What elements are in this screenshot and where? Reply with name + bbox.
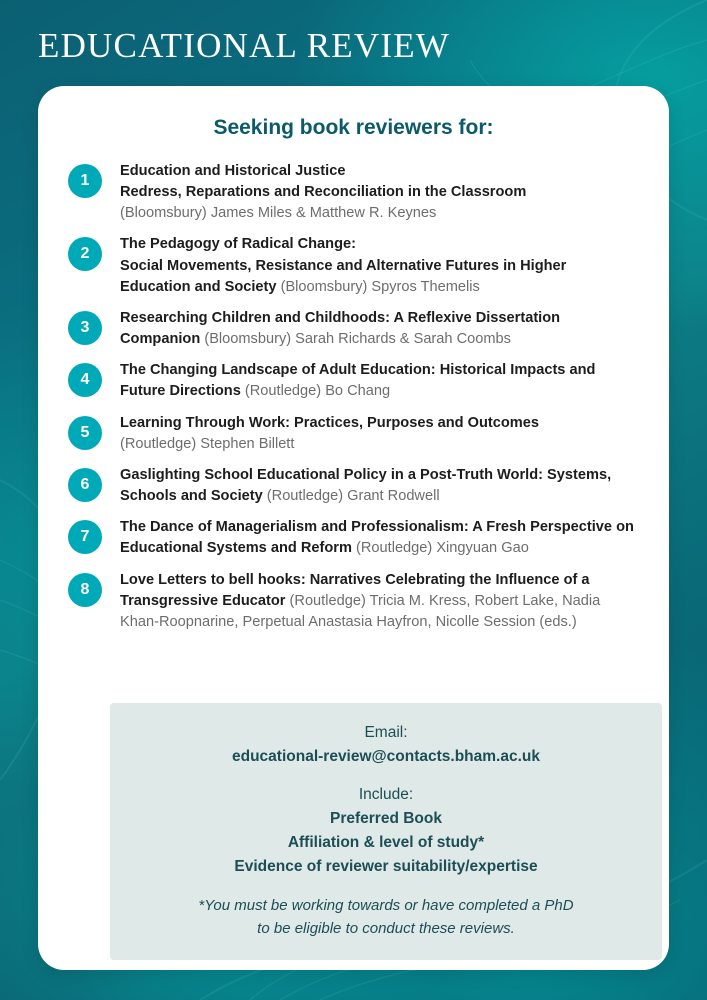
book-title: The Dance of Managerialism and Professionalism: A Fresh Perspective on Educational Systems and Reform [120, 519, 634, 557]
list-item [38, 307, 669, 350]
list-item [38, 464, 669, 507]
include-item-affiliation: Affiliation & level of study* [287, 834, 485, 852]
content-card [38, 86, 669, 970]
book-title: Love Letters to bell hooks: Narratives Celebrating the Influence of a Transgressive Educator [120, 571, 590, 609]
contact-box [110, 703, 662, 960]
book-publisher: (Routledge) Tricia M. Kress, Robert Lake, Nadia Khan-Roopnarine, Perpetual Anastasia Hayfron, Nicolle Session (eds.) [120, 592, 601, 630]
book-publisher: (Bloomsbury) Sarah Richards & Sarah Coombs [204, 331, 511, 348]
include-item-evidence: Evidence of reviewer suitability/expertise [234, 858, 538, 876]
list-item [38, 412, 669, 455]
book-publisher: (Routledge) Stephen Billett [120, 435, 295, 452]
item-text [120, 307, 640, 350]
list-item [38, 160, 669, 224]
list-item [38, 233, 669, 297]
phd-note-line-1: *You must be working towards or have completed a PhD [198, 897, 574, 915]
item-text [120, 160, 526, 224]
book-subtitle: Social Movements, Resistance and Alternative Futures in Higher Education and Society [120, 257, 567, 295]
book-title: Learning Through Work: Practices, Purposes and Outcomes [120, 414, 539, 431]
include-label: Include: [358, 786, 414, 804]
include-item-book: Preferred Book [330, 810, 442, 828]
item-number-badge: 6 [68, 468, 102, 502]
list-item [38, 569, 669, 633]
item-number-badge: 3 [68, 311, 102, 345]
list-item [38, 359, 669, 402]
item-text [120, 464, 640, 507]
book-title: Researching Children and Childhoods: A Reflexive Dissertation Companion [120, 309, 561, 348]
item-text [120, 412, 539, 455]
book-title: Gaslighting School Educational Policy in a Post-Truth World: Systems, Schools and Society [120, 466, 612, 505]
book-publisher: (Bloomsbury) Spyros Themelis [280, 278, 480, 295]
book-title: The Changing Landscape of Adult Education: Historical Impacts and Future Directions [120, 362, 596, 400]
phd-note-line-2: to be eligible to conduct these reviews. [257, 919, 515, 937]
item-number-badge: 2 [68, 237, 102, 271]
item-text [120, 569, 640, 633]
email-address[interactable]: educational-review@contacts.bham.ac.uk [232, 748, 540, 766]
book-title: The Pedagogy of Radical Change: [120, 236, 356, 253]
list-item [38, 516, 669, 559]
item-number-badge: 4 [68, 363, 102, 397]
book-publisher: (Routledge) Grant Rodwell [266, 488, 440, 505]
item-text [120, 233, 640, 297]
item-text [120, 359, 640, 402]
spacer [126, 769, 646, 783]
card-heading: Seeking book reviewers for: [213, 116, 494, 139]
email-label: Email: [364, 724, 408, 741]
book-title: Education and Historical Justice [120, 163, 346, 179]
book-publisher: (Bloomsbury) James Miles & Matthew R. Keynes [120, 205, 437, 222]
item-number-badge: 7 [68, 520, 102, 554]
book-publisher: (Routledge) Bo Chang [244, 383, 391, 400]
item-text [120, 516, 640, 559]
page-title: EDUCATIONAL REVIEW [38, 26, 451, 65]
item-number-badge: 1 [68, 164, 102, 198]
item-number-badge: 5 [68, 416, 102, 450]
book-publisher: (Routledge) Xingyuan Gao [356, 540, 529, 557]
item-number-badge: 8 [68, 573, 102, 607]
book-list [38, 160, 669, 633]
book-subtitle: Redress, Reparations and Reconciliation in the Classroom [120, 184, 527, 201]
